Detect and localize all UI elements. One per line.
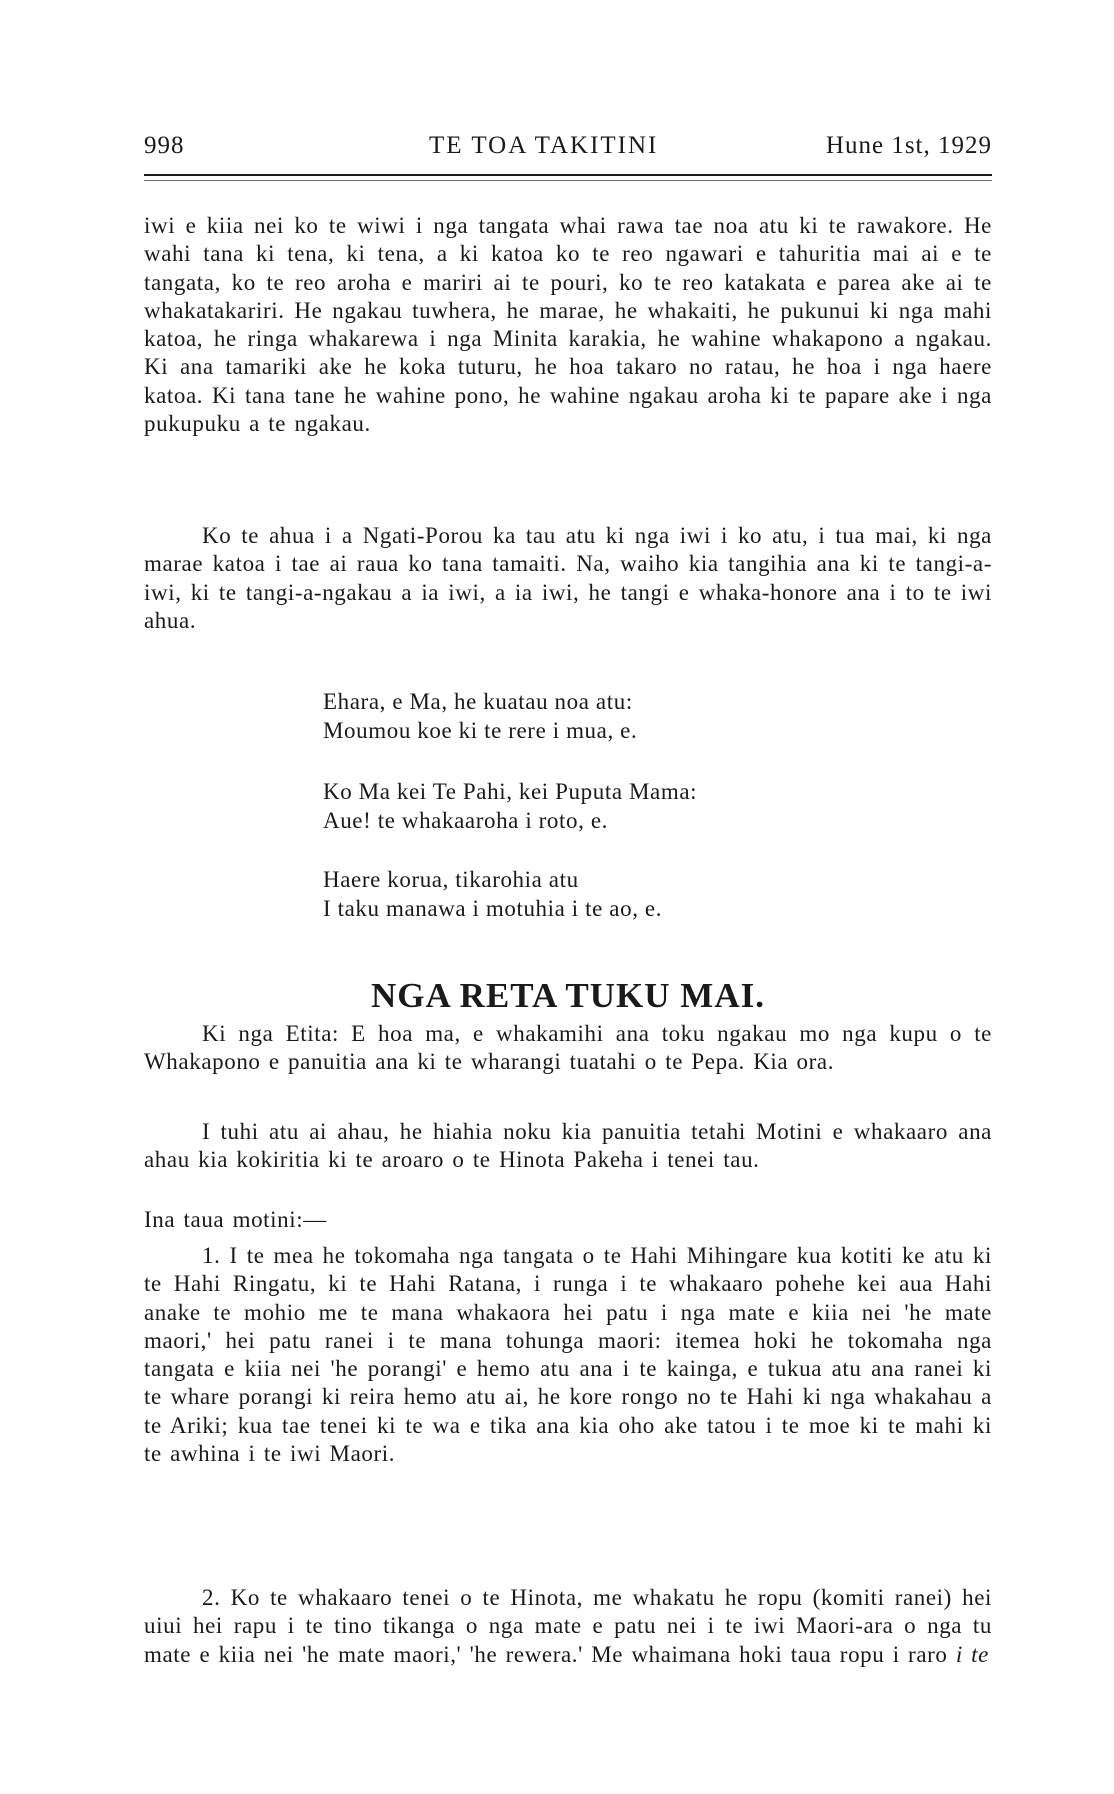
poem-line: Haere koruа, tikarohia atu xyxy=(323,867,579,892)
motion-item-2-text: 2. Ko te whakaaro tenei o te Hinota, me whakatu he ropu (komiti ranei) hei uiui hei rapu i te tino tikanga o nga mate e patu nei i te iwi Maori-ara o nga tu mate e kiia nei 'he mate maori,' 'he rewera.' Me whaimana hoki taua ropu i raro xyxy=(144,1585,992,1667)
poem-line: I taku manawa i motuhia i te ao, e. xyxy=(323,895,663,921)
poem-stanza-2 xyxy=(323,778,943,835)
motion-label: Ina taua motini:— xyxy=(144,1207,327,1232)
header-rule xyxy=(144,174,992,176)
issue-date: Hune 1st, 1929 xyxy=(825,132,992,159)
poem-line: Ehara, e Ma, he kuatau noa atu: xyxy=(323,689,633,714)
letter-intro: I tuhi atu ai ahau, he hiahia noku kia panuitia tetahi Motini e whakaaro ana ahau kia kokiritia ki te aroaro o te Hinota Pakeha i tenei tau. xyxy=(144,1119,992,1173)
poem-stanza-3 xyxy=(323,866,943,923)
poem-line: Moumou koe ki te rere i mua, e. xyxy=(323,717,638,743)
section-heading: NGA RETA TUKU MAI. xyxy=(371,976,765,1015)
running-header xyxy=(144,132,992,172)
motion-item-1: 1. I te mea he tokomaha nga tangata o te Hahi Mihingare kua kotiti ke atu ki te Hahi Ringatu, ki te Hahi Ratana, i runga i te whakaaro pohehe kei aua Hahi anake te mohio me te mana whakaora hei patu i nga mate e kiia nei 'he mate maori,' hei patu ranei i te mana tohunga maori: itemea hoki he tokomaha nga tangata e kiia nei 'he porangi' e hemo atu ana i te kainga, e tukua atu ana ranei ki te whare porangi ki reira hemo atu ai, he kore rongo no te Hahi ki nga whakahau a te Ariki; kua tae tenei ki te wa e tika ana kia oho ake tatou i te moe ki te mahi ki te awhina i te iwi Maori. xyxy=(144,1243,992,1467)
paragraph-1: iwi e kiia nei ko te wiwi i nga tangata whai rawa tae noa atu ki te rawakore. He wahi tana ki tena, ki tena, a ki katoa ko te reo ngawari e tahuritia mai ai e te tangata, ko te reo aroha e mariri ai te pouri, ko te reo katakata e parea ake ai te whakatakariri. He ngakau tuwhera, he marae, he whakaiti, he pukunui ki nga mahi katoa, he ringa whakarewa i nga Minita karakia, he wahine whakapono a ngakau. Ki ana tamariki ake he koka tuturu, he hoa takaro no ratau, he hoa i nga haere katoa. Ki tana tane he wahine pono, he wahine ngakau aroha ki te papare ake i nga pukupuku a te ngakau. xyxy=(144,213,992,437)
motion-item-2 xyxy=(144,1584,992,1669)
letter-salutation: Ki nga Etita: E hoa ma, e whakamihi ana toku ngakau mo nga kupu o te Whakapono e panuitia ana ki te wharangi tuatahi o te Pepa. Kia ora. xyxy=(144,1021,992,1075)
journal-title: TE TOA TAKITINI xyxy=(429,132,659,159)
poem-line: Aue! te whakaaroha i roto, e. xyxy=(323,807,608,833)
header-rule-thin xyxy=(144,180,992,181)
paragraph-2: Ko te ahua i a Ngati-Porou ka tau atu ki nga iwi i ko atu, i tua mai, ki nga marae katoa i tae ai raua ko tana tamaiti. Na, waiho kia tangihia ana ki te tangi-a-iwi, ki te tangi-a-ngakau a ia iwi, a ia iwi, he tangi e whaka-honore ana i to te iwi ahua. xyxy=(144,523,992,633)
poem-line: Ko Ma kei Te Pahi, kei Puputa Mama: xyxy=(323,779,698,804)
page-number: 998 xyxy=(144,132,185,159)
motion-item-2-italic: i te xyxy=(955,1641,989,1667)
poem-stanza-1 xyxy=(323,688,943,745)
